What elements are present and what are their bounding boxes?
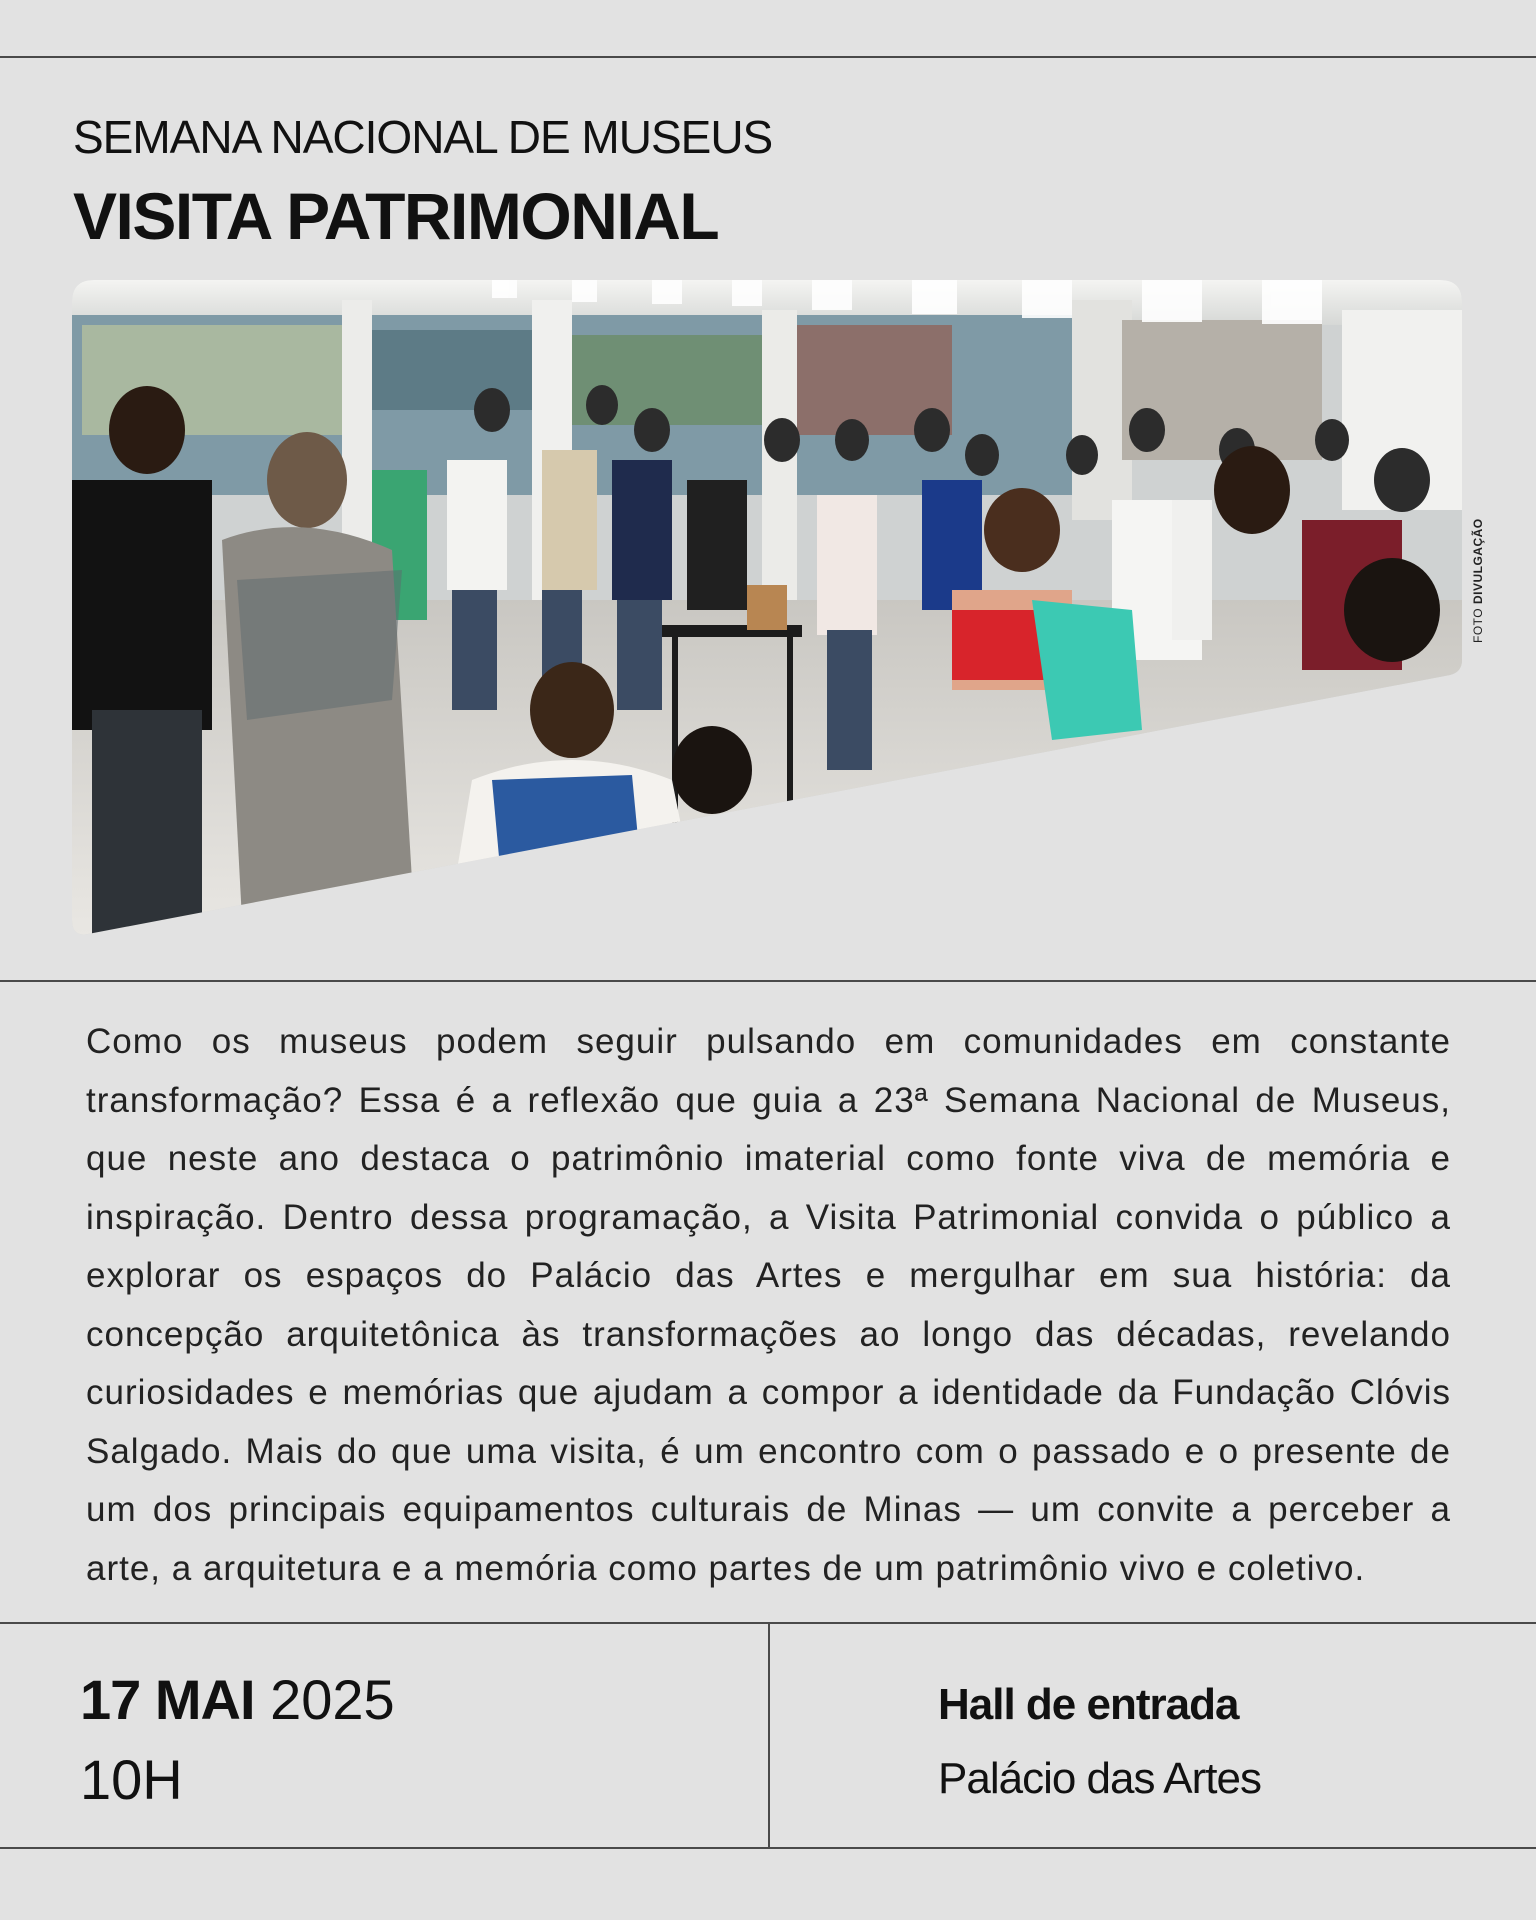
- event-day-month: 17 MAI: [80, 1668, 255, 1731]
- event-venue: Hall de entrada: [938, 1680, 1239, 1729]
- info-bottom-divider: [0, 1847, 1536, 1849]
- event-description: Como os museus podem seguir pulsando em comunidades em constante transformação? Essa é a reflexão que guia a 23ª Semana Nacional de Museus, que neste ano destaca o patrimônio imaterial como fonte viva de memória e inspiração. Dentro dessa programação, a Visita Patrimonial convida o público a explorar os espaços do Palácio das Artes e mergulhar em sua história: da concepção arquitetônica às transformações ao longo das décadas, revelando curiosidades e memórias que ajudam a compor a identidade da Fundação Clóvis Salgado. Mais do que uma visita, é um encontro com o passado e o presente de um dos principais equipamentos culturais de Minas — um convite a perceber a arte, a arquitetura e a memória como partes de um patrimônio vivo e coletivo.: [86, 1022, 1451, 1588]
- photo-credit: FOTO DIVULGAÇÃO: [1471, 518, 1485, 643]
- photo-divider: [0, 980, 1536, 982]
- event-time: 10H: [80, 1748, 183, 1811]
- event-title: VISITA PATRIMONIAL: [73, 179, 719, 253]
- event-place: Palácio das Artes: [938, 1754, 1261, 1803]
- event-series-subtitle: SEMANA NACIONAL DE MUSEUS: [73, 111, 773, 163]
- event-date: [80, 1668, 395, 1732]
- event-year: 2025: [270, 1668, 395, 1731]
- event-photo: [72, 280, 1462, 935]
- top-divider: [0, 56, 1536, 58]
- info-column-divider: [768, 1622, 770, 1848]
